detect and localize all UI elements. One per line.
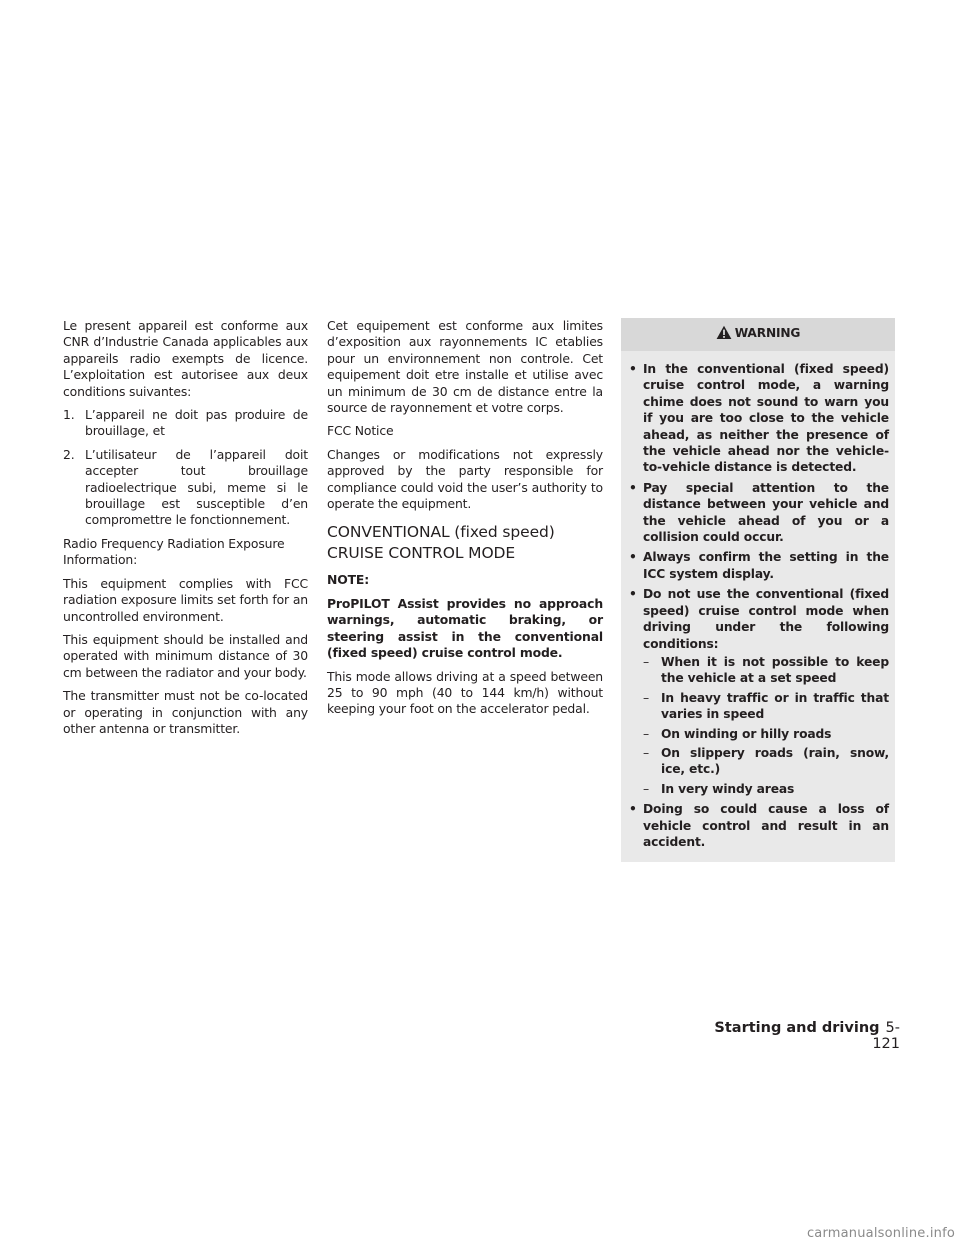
warning-title: WARNING bbox=[734, 326, 801, 340]
note-label: NOTE: bbox=[327, 572, 370, 588]
fcc-notice-label: FCC Notice bbox=[327, 423, 394, 439]
installation-paragraph: This equipment should be installed and operated with minimum distance of 30 cm between the radiator and your body. bbox=[63, 631, 308, 680]
left-column bbox=[63, 318, 308, 744]
bullet: • bbox=[629, 587, 637, 602]
sublist-item bbox=[643, 745, 889, 778]
conditions-sublist bbox=[643, 654, 889, 797]
list-number: 1. bbox=[63, 407, 75, 423]
warning-list bbox=[627, 361, 889, 850]
middle-column bbox=[327, 318, 603, 725]
sublist-item-text: In heavy traffic or in traffic that varies in speed bbox=[661, 690, 889, 722]
warning-item-text: Pay special attention to the distance between your vehicle and the vehicle ahead of you or a collision could occur. bbox=[643, 480, 889, 545]
bullet: • bbox=[629, 550, 637, 565]
rf-exposure-heading: Radio Frequency Radiation Exposure Information: bbox=[63, 535, 285, 568]
page-number: 5-121 bbox=[872, 1020, 900, 1052]
page-footer bbox=[700, 1020, 900, 1052]
list-text: L’utilisateur de l’appareil doit accepter tout brouillage radioelectrique subi, meme si le brouillage est susceptible d’en compromettre le fonctionnement. bbox=[85, 446, 308, 528]
note-text: ProPILOT Assist provides no approach warnings, automatic braking, or steering assist in the conventional (fixed speed) cruise control mode. bbox=[327, 595, 603, 661]
warning-item-text: Do not use the conventional (fixed speed) cruise control mode when driving under the following conditions: bbox=[643, 587, 889, 651]
warning-box bbox=[621, 318, 895, 862]
warning-item-text: In the conventional (fixed speed) cruise control mode, a warning chime does not sound to warn you if you are too close to the vehicle ahead, as neither the presence of the vehicle ahead nor the vehicle-to-vehicle distance is detected. bbox=[643, 362, 889, 475]
dash: – bbox=[643, 690, 649, 705]
warning-item bbox=[627, 361, 889, 476]
warning-triangle-icon bbox=[716, 325, 732, 345]
warning-item bbox=[627, 586, 889, 797]
fcc-compliance-paragraph: This equipment complies with FCC radiation exposure limits set forth for an uncontrolled environment. bbox=[63, 575, 308, 624]
bullet: • bbox=[629, 480, 637, 495]
sublist-item-text: On winding or hilly roads bbox=[661, 726, 832, 741]
bullet: • bbox=[629, 362, 637, 376]
ic-exposure-paragraph: Cet equipement est conforme aux limites d’exposition aux rayonnements IC etablies pour un environnement non controle. Cet equipement doit etre installe et utilise avec un minimum de 30 cm de distance entre la source de rayonnement et votre corps. bbox=[327, 318, 603, 416]
footer-section-title: Starting and driving bbox=[714, 1020, 880, 1036]
mode-description: This mode allows driving at a speed between 25 to 90 mph (40 to 144 km/h) without keeping your foot on the accelerator pedal. bbox=[327, 668, 603, 717]
dash: – bbox=[643, 745, 649, 760]
warning-header bbox=[621, 318, 895, 351]
sublist-item bbox=[643, 781, 889, 797]
sublist-item bbox=[643, 726, 889, 742]
section-heading: CONVENTIONAL (fixed speed) CRUISE CONTROL MODE bbox=[327, 523, 555, 563]
bullet: • bbox=[629, 802, 637, 817]
warning-item-text: Always confirm the setting in the ICC system display. bbox=[643, 550, 889, 581]
sublist-item bbox=[643, 690, 889, 723]
sublist-item-text: In very windy areas bbox=[661, 781, 795, 796]
sublist-item-text: On slippery roads (rain, snow, ice, etc.) bbox=[661, 745, 889, 777]
dash: – bbox=[643, 726, 649, 741]
list-item bbox=[63, 407, 308, 440]
list-text: L’appareil ne doit pas produire de brouillage, et bbox=[85, 407, 308, 439]
sublist-item-text: When it is not possible to keep the vehicle at a set speed bbox=[661, 654, 889, 686]
transmitter-paragraph: The transmitter must not be co-located or operating in conjunction with any other antenna or transmitter. bbox=[63, 688, 308, 736]
sublist-item bbox=[643, 654, 889, 687]
warning-item bbox=[627, 801, 889, 850]
fcc-notice-paragraph: Changes or modifications not expressly approved by the party responsible for compliance could void the user’s authority to operate the equipment. bbox=[327, 446, 603, 512]
warning-item bbox=[627, 549, 889, 582]
warning-body bbox=[621, 351, 895, 862]
warning-item-text: Doing so could cause a loss of vehicle control and result in an accident. bbox=[643, 802, 889, 849]
industry-canada-paragraph: Le present appareil est conforme aux CNR d’Industrie Canada applicables aux appareils radio exempts de licence. L’exploitation est autorisee aux deux conditions suivantes: bbox=[63, 318, 308, 399]
dash: – bbox=[643, 654, 649, 669]
list-number: 2. bbox=[63, 446, 75, 462]
watermark: carmanualsonline.info bbox=[806, 1226, 955, 1241]
list-item bbox=[63, 447, 308, 529]
conditions-list bbox=[63, 407, 308, 529]
warning-item bbox=[627, 480, 889, 546]
right-column bbox=[621, 318, 895, 862]
dash: – bbox=[643, 781, 649, 796]
